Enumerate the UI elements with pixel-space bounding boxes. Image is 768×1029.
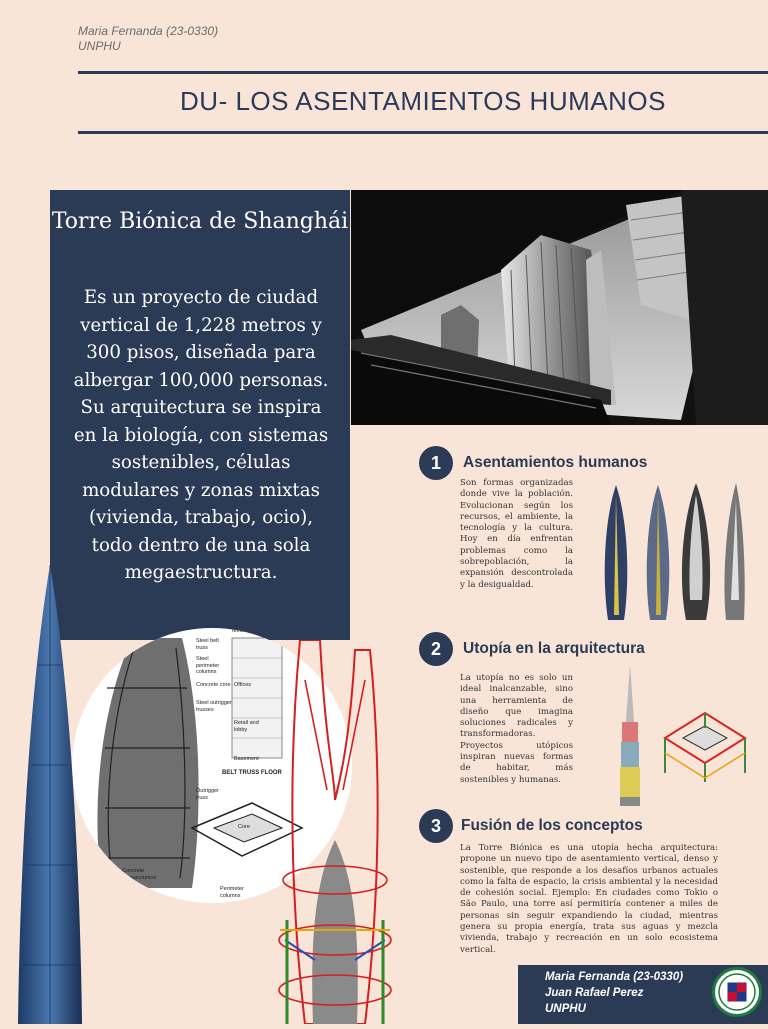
label-retail-lobby: Retail and lobby <box>234 720 259 733</box>
feature-body: Es un proyecto de ciudad vertical de 1,228 metros y 300 pisos, diseñada para albergar 100,000 personas. Su arquitectura se inspira en la biología, con sistemas sostenibles, células modulares y zonas mixtas (vivienda, trabajo, ocio), todo dentro de una sola megaestructura. <box>73 287 329 583</box>
section-3-number: 3 <box>419 809 453 843</box>
red-structure-graphic <box>265 640 405 1024</box>
title-rule-bottom <box>78 131 768 134</box>
page-title: DU- LOS ASENTAMIENTOS HUMANOS <box>180 86 666 116</box>
label-steel-belt-truss: Steel belt truss <box>196 638 219 651</box>
section-2-title: Utopía en la arquitectura <box>463 640 645 657</box>
structure-diagram-graphic <box>655 698 753 784</box>
tower-models-image <box>598 480 750 622</box>
label-perimeter-columns: Perimeter columns <box>220 886 244 899</box>
section-1-title: Asentamientos humanos <box>463 454 648 471</box>
header-institution: UNPHU <box>78 39 121 53</box>
skyscraper-photo-graphic <box>351 190 768 425</box>
label-outrigger-truss: Outrigger truss <box>196 788 219 801</box>
footer-author: Maria Fernanda (23-0330) <box>545 971 684 983</box>
seal-graphic <box>715 970 759 1014</box>
skyscraper-photo <box>351 190 768 425</box>
label-steel-outrigger-trusses: Steel outrigger trusses <box>196 700 232 713</box>
label-offices: Offices <box>234 682 252 688</box>
section-2-text: La utopía no es solo un ideal inalcanzable, sino una herramienta de diseño que imagina soluciones radicales y transformadoras. Proyectos utópicos inspiran nuevas formas de habitar, más sostenibles y humanas. <box>460 673 573 785</box>
feature-title: Torre Biónica de Shanghái <box>51 209 349 234</box>
red-structure-model <box>265 640 405 1024</box>
section-3-title: Fusión de los conceptos <box>461 817 643 834</box>
title-rule-top <box>78 71 768 74</box>
label-mechanical: Mechanical <box>232 628 260 634</box>
tower-models-graphic <box>598 480 750 622</box>
section-1-number: 1 <box>419 446 453 480</box>
label-belt-truss-floor: BELT TRUSS FLOOR <box>222 770 282 776</box>
section-3-text: La Torre Biónica es una utopía hecha arquitectura: propone un nuevo tipo de asentamiento vertical, denso y sostenible, que responde a los desafíos urbanos actuales como la falta de espacio, la crisis ambiental y la necesidad de cohesión social. Ejemplo: En ciudades como Tokio o São Paulo, una torre así permitiría contener a miles de personas sin seguir expandiendo la ciudad, mientras genera su propia energía, trata sus aguas y mezcla vivienda, trabajo y recreación en un solo ecosistema vertical. <box>460 843 718 955</box>
label-core: Core <box>238 824 250 830</box>
label-concrete: Concrete <box>86 858 109 864</box>
tower-section-image <box>615 662 645 807</box>
structure-diagram-image <box>655 698 753 784</box>
section-1-text: Son formas organizadas donde vive la población. Evolucionan según los recursos, el ambiente, la tecnología y la cultura. Hoy en día enfrentan problemas como la sobrepoblación, la expansión descontrolada y la desigualdad. <box>460 478 573 590</box>
section-2-number: 2 <box>419 632 453 666</box>
blue-tower-image <box>8 565 92 1024</box>
header-author-block <box>78 24 218 54</box>
label-concrete-core: Concrete core <box>196 682 231 688</box>
tower-section-graphic <box>615 662 645 807</box>
header-author: Maria Fernanda (23-0330) <box>78 24 219 38</box>
label-basement: Basement <box>234 756 259 762</box>
footer-coauthor: Juan Rafael Perez <box>545 987 644 999</box>
label-concrete-megacolumns: Concrete megacolumns <box>122 868 157 881</box>
university-seal-logo <box>712 967 762 1017</box>
label-steel-perimeter-columns: Steel perimeter columns <box>196 656 220 675</box>
blue-tower-graphic <box>8 565 92 1024</box>
footer-institution: UNPHU <box>545 1003 586 1015</box>
